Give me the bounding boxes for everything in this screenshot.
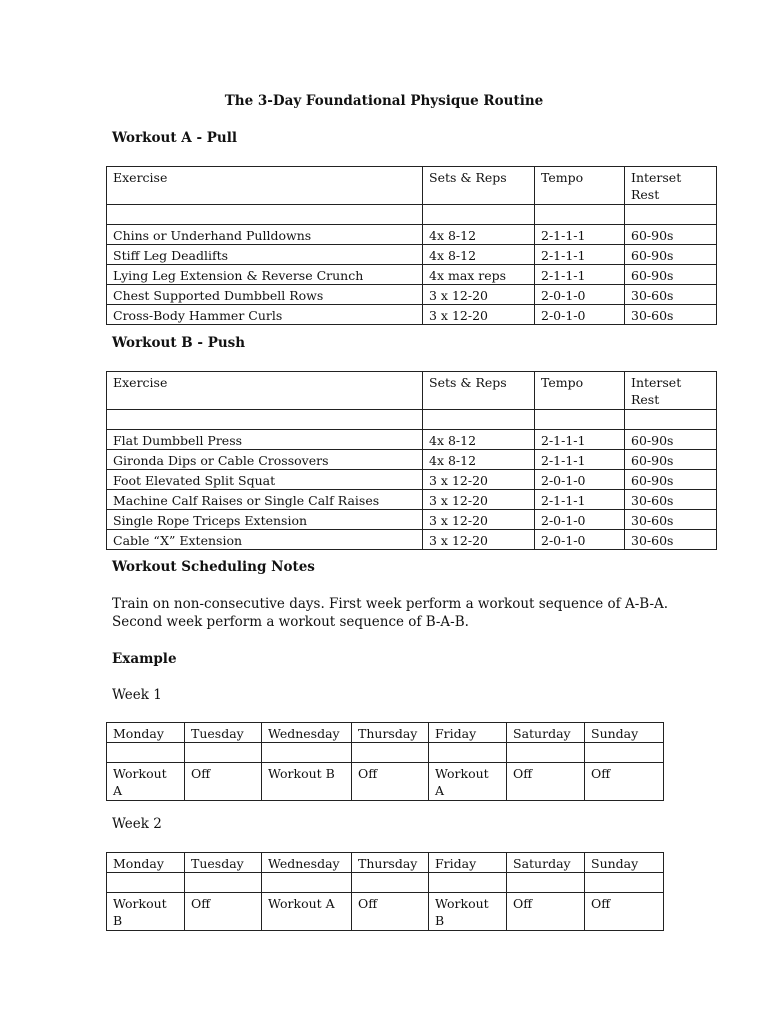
column-header-interset-rest: Interset Rest (625, 167, 717, 205)
tempo-cell: 2-0-1-0 (535, 305, 625, 325)
workout-b-table (106, 371, 717, 550)
sets-reps-cell: 3 x 12-20 (423, 490, 535, 510)
tempo-cell: 2-1-1-1 (535, 265, 625, 285)
column-header-sets-reps: Sets & Reps (423, 372, 535, 410)
table-row (107, 490, 717, 510)
exercise-cell: Chins or Underhand Pulldowns (107, 225, 423, 245)
table-row (107, 450, 717, 470)
rest-cell: 30-60s (625, 285, 717, 305)
schedule-cell-tuesday: Off (185, 763, 262, 801)
exercise-cell: Machine Calf Raises or Single Calf Raises (107, 490, 423, 510)
sets-reps-cell: 4x 8-12 (423, 450, 535, 470)
schedule-cell-wednesday: Workout B (262, 763, 352, 801)
sets-reps-cell: 3 x 12-20 (423, 470, 535, 490)
schedule-blank-row (107, 873, 664, 893)
schedule-cell-monday: Workout B (107, 893, 185, 931)
table-row (107, 245, 717, 265)
workout-a-heading: Workout A - Pull (112, 130, 237, 146)
schedule-cell-thursday: Off (352, 763, 429, 801)
rest-cell: 60-90s (625, 245, 717, 265)
rest-cell: 30-60s (625, 490, 717, 510)
table-blank-row (107, 410, 717, 430)
schedule-cell-thursday: Off (352, 893, 429, 931)
rest-cell: 60-90s (625, 225, 717, 245)
day-header-friday: Friday (429, 723, 507, 743)
rest-cell: 60-90s (625, 450, 717, 470)
rest-cell: 60-90s (625, 430, 717, 450)
tempo-cell: 2-0-1-0 (535, 470, 625, 490)
schedule-header-row (107, 723, 664, 743)
column-header-interset-rest: Interset Rest (625, 372, 717, 410)
schedule-blank-row (107, 743, 664, 763)
table-blank-row (107, 205, 717, 225)
column-header-exercise: Exercise (107, 167, 423, 205)
day-header-saturday: Saturday (507, 723, 585, 743)
sets-reps-cell: 3 x 12-20 (423, 305, 535, 325)
week-1-schedule-table (106, 722, 664, 801)
table-header-row (107, 372, 717, 410)
exercise-cell: Flat Dumbbell Press (107, 430, 423, 450)
column-header-tempo: Tempo (535, 167, 625, 205)
schedule-cell-friday: Workout A (429, 763, 507, 801)
tempo-cell: 2-1-1-1 (535, 450, 625, 470)
tempo-cell: 2-0-1-0 (535, 510, 625, 530)
exercise-cell: Chest Supported Dumbbell Rows (107, 285, 423, 305)
table-header-row (107, 167, 717, 205)
day-header-tuesday: Tuesday (185, 853, 262, 873)
sets-reps-cell: 3 x 12-20 (423, 285, 535, 305)
day-header-thursday: Thursday (352, 723, 429, 743)
schedule-cell-tuesday: Off (185, 893, 262, 931)
week-1-label: Week 1 (112, 687, 162, 703)
schedule-cell-saturday: Off (507, 893, 585, 931)
table-row (107, 285, 717, 305)
sets-reps-cell: 3 x 12-20 (423, 510, 535, 530)
schedule-cell-sunday: Off (585, 893, 664, 931)
schedule-cell-sunday: Off (585, 763, 664, 801)
schedule-cell-monday: Workout A (107, 763, 185, 801)
table-row (107, 470, 717, 490)
tempo-cell: 2-1-1-1 (535, 430, 625, 450)
day-header-wednesday: Wednesday (262, 723, 352, 743)
schedule-cell-saturday: Off (507, 763, 585, 801)
exercise-cell: Cross-Body Hammer Curls (107, 305, 423, 325)
workout-b-heading: Workout B - Push (112, 335, 246, 351)
tempo-cell: 2-0-1-0 (535, 530, 625, 550)
scheduling-notes-heading: Workout Scheduling Notes (112, 559, 315, 575)
day-header-monday: Monday (107, 853, 185, 873)
sets-reps-cell: 4x max reps (423, 265, 535, 285)
sets-reps-cell: 3 x 12-20 (423, 530, 535, 550)
tempo-cell: 2-1-1-1 (535, 490, 625, 510)
tempo-cell: 2-1-1-1 (535, 245, 625, 265)
week-2-label: Week 2 (112, 816, 162, 832)
day-header-thursday: Thursday (352, 853, 429, 873)
rest-cell: 30-60s (625, 305, 717, 325)
sets-reps-cell: 4x 8-12 (423, 245, 535, 265)
rest-cell: 60-90s (625, 265, 717, 285)
rest-cell: 30-60s (625, 530, 717, 550)
day-header-sunday: Sunday (585, 723, 664, 743)
schedule-row (107, 893, 664, 931)
schedule-cell-friday: Workout B (429, 893, 507, 931)
schedule-row (107, 763, 664, 801)
table-row (107, 430, 717, 450)
day-header-wednesday: Wednesday (262, 853, 352, 873)
day-header-monday: Monday (107, 723, 185, 743)
example-heading: Example (112, 651, 177, 667)
exercise-cell: Foot Elevated Split Squat (107, 470, 423, 490)
notes-line-2: Second week perform a workout sequence of B-A-B. (112, 614, 469, 630)
day-header-saturday: Saturday (507, 853, 585, 873)
table-row (107, 530, 717, 550)
sets-reps-cell: 4x 8-12 (423, 225, 535, 245)
schedule-header-row (107, 853, 664, 873)
notes-line-1: Train on non-consecutive days. First week perform a workout sequence of A-B-A. (112, 596, 669, 612)
day-header-tuesday: Tuesday (185, 723, 262, 743)
day-header-friday: Friday (429, 853, 507, 873)
table-row (107, 225, 717, 245)
exercise-cell: Gironda Dips or Cable Crossovers (107, 450, 423, 470)
tempo-cell: 2-1-1-1 (535, 225, 625, 245)
rest-cell: 60-90s (625, 470, 717, 490)
rest-cell: 30-60s (625, 510, 717, 530)
week-2-schedule-table (106, 852, 664, 931)
exercise-cell: Lying Leg Extension & Reverse Crunch (107, 265, 423, 285)
sets-reps-cell: 4x 8-12 (423, 430, 535, 450)
column-header-sets-reps: Sets & Reps (423, 167, 535, 205)
exercise-cell: Stiff Leg Deadlifts (107, 245, 423, 265)
workout-a-table (106, 166, 717, 325)
table-row (107, 510, 717, 530)
column-header-exercise: Exercise (107, 372, 423, 410)
exercise-cell: Cable “X” Extension (107, 530, 423, 550)
tempo-cell: 2-0-1-0 (535, 285, 625, 305)
exercise-cell: Single Rope Triceps Extension (107, 510, 423, 530)
column-header-tempo: Tempo (535, 372, 625, 410)
schedule-cell-wednesday: Workout A (262, 893, 352, 931)
day-header-sunday: Sunday (585, 853, 664, 873)
table-row (107, 305, 717, 325)
page-title: The 3-Day Foundational Physique Routine (224, 93, 544, 109)
table-row (107, 265, 717, 285)
